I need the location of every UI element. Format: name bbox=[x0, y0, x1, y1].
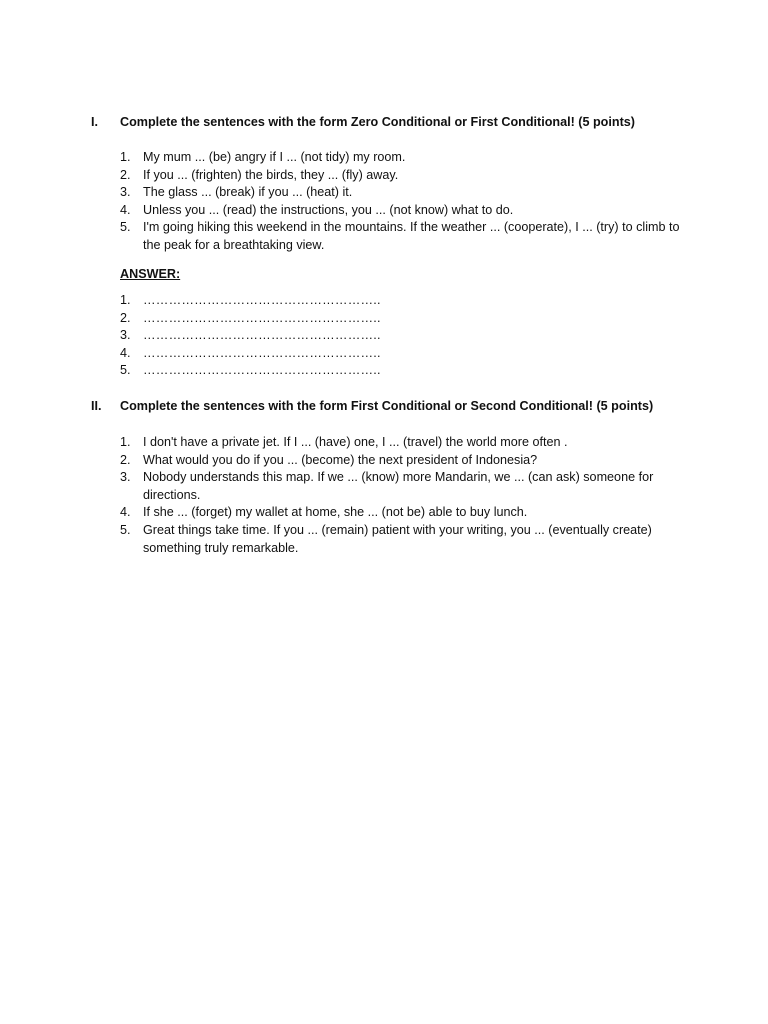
section-2-questions bbox=[120, 434, 680, 557]
question-item bbox=[120, 434, 680, 452]
answer-item bbox=[120, 310, 680, 328]
answer-blank: ……………………………………………….. bbox=[143, 328, 381, 343]
answer-item bbox=[120, 362, 680, 380]
answer-item bbox=[120, 292, 680, 310]
question-number: 2. bbox=[120, 167, 131, 182]
question-number: 2. bbox=[120, 452, 131, 467]
question-number: 3. bbox=[120, 470, 131, 485]
answer-item bbox=[120, 327, 680, 345]
answer-blank: ……………………………………………….. bbox=[143, 345, 381, 360]
answer-blank: ……………………………………………….. bbox=[143, 363, 381, 378]
question-text: If she ... (forget) my wallet at home, she ... (not be) able to buy lunch. bbox=[143, 505, 528, 520]
question-number: 4. bbox=[120, 505, 131, 520]
answer-number: 1. bbox=[120, 293, 131, 307]
question-item bbox=[120, 167, 680, 185]
question-item bbox=[120, 504, 680, 522]
question-number: 3. bbox=[120, 185, 131, 200]
answer-number: 4. bbox=[120, 345, 131, 360]
question-number: 5. bbox=[120, 220, 131, 235]
answer-blank: ……………………………………………….. bbox=[143, 310, 381, 325]
question-item bbox=[120, 202, 680, 220]
question-number: 1. bbox=[120, 435, 131, 449]
answer-blank: ……………………………………………….. bbox=[143, 293, 381, 307]
question-text: If you ... (frighten) the birds, they ... (fly) away. bbox=[143, 167, 399, 182]
answer-number: 5. bbox=[120, 363, 131, 378]
question-text: I'm going hiking this weekend in the mountains. If the weather ... (cooperate), I ... (try) to climb to the peak for a breathtaking view. bbox=[143, 220, 680, 252]
question-text: Nobody understands this map. If we ... (know) more Mandarin, we ... (can ask) someone for directions. bbox=[143, 470, 654, 502]
answer-number: 3. bbox=[120, 328, 131, 343]
question-text: The glass ... (break) if you ... (heat) it. bbox=[143, 185, 353, 200]
section-2-heading-text: Complete the sentences with the form First Conditional or Second Conditional! (5 points) bbox=[120, 399, 654, 413]
question-item bbox=[120, 522, 680, 557]
question-item bbox=[120, 469, 680, 504]
answer-number: 2. bbox=[120, 310, 131, 325]
question-number: 4. bbox=[120, 202, 131, 217]
section-1-heading-text: Complete the sentences with the form Zero Conditional or First Conditional! (5 points) bbox=[120, 115, 635, 129]
question-item bbox=[120, 184, 680, 202]
question-item bbox=[120, 452, 680, 470]
section-1-questions bbox=[120, 149, 680, 255]
question-text: My mum ... (be) angry if I ... (not tidy) my room. bbox=[143, 150, 406, 164]
question-text: Great things take time. If you ... (remain) patient with your writing, you ... (eventually create) something truly remarkable. bbox=[143, 522, 652, 555]
question-text: Unless you ... (read) the instructions, you ... (not know) what to do. bbox=[143, 202, 514, 217]
question-number: 5. bbox=[120, 522, 131, 537]
answer-blanks bbox=[120, 292, 680, 380]
section-1-numeral: I. bbox=[91, 115, 98, 129]
section-2-numeral: II. bbox=[91, 399, 102, 413]
question-text: I don't have a private jet. If I ... (have) one, I ... (travel) the world more often . bbox=[143, 435, 568, 449]
question-number: 1. bbox=[120, 150, 131, 164]
answer-item bbox=[120, 345, 680, 363]
answer-label: ANSWER: bbox=[120, 267, 181, 281]
question-item bbox=[120, 149, 680, 167]
question-item bbox=[120, 219, 680, 254]
question-text: What would you do if you ... (become) the next president of Indonesia? bbox=[143, 452, 538, 467]
